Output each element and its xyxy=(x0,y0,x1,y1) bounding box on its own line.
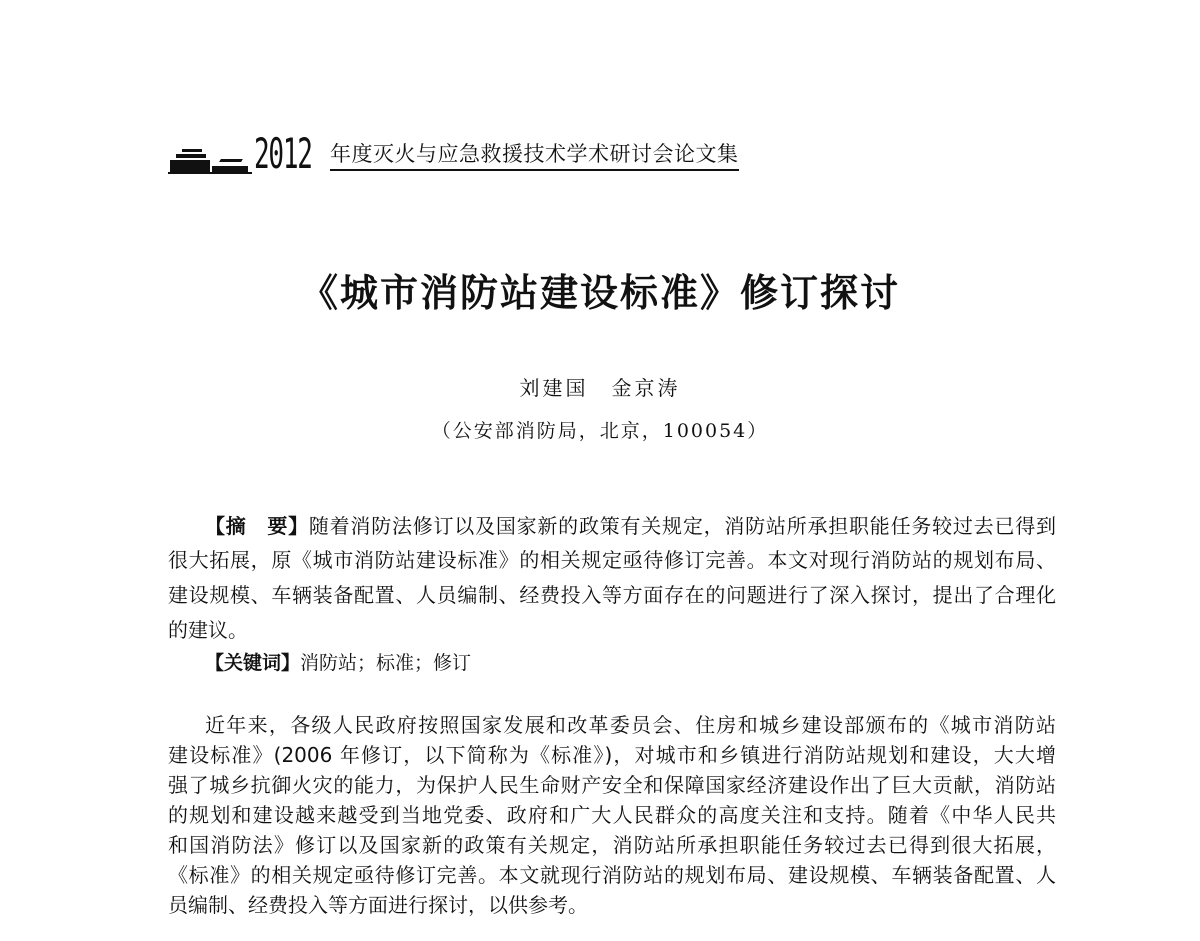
authors: 刘建国 金京涛 xyxy=(519,376,681,400)
running-header xyxy=(168,129,739,178)
body-line: 近年来，各级人民政府按照国家发展和改革委员会、住房和城乡建设部颁布的《城市消防站 xyxy=(205,713,1056,737)
body-line: 员编制、经费投入等方面进行探讨，以供参考。 xyxy=(168,893,588,917)
abstract-line: 的建议。 xyxy=(168,618,248,642)
abstract-line: 建设规模、车辆装备配置、人员编制、经费投入等方面存在的问题进行了深入探讨，提出了合理化 xyxy=(168,583,1056,607)
abstract-line: 【摘 要】随着消防法修订以及国家新的政策有关规定，消防站所承担职能任务较过去已得到 xyxy=(205,514,1056,538)
abstract-line: 很大拓展，原《城市消防站建设标准》的相关规定亟待修订完善。本文对现行消防站的规划布局、 xyxy=(168,548,1056,572)
body-line: 《标准》的相关规定亟待修订完善。本文就现行消防站的规划布局、建设规模、车辆装备配置、人 xyxy=(168,863,1056,887)
body-line: 和国消防法》修订以及国家新的政策有关规定，消防站所承担职能任务较过去已得到很大拓展， xyxy=(168,833,1056,857)
abstract-label: 【摘 要】 xyxy=(205,514,309,538)
body-line: 建设标准》(2006 年修订，以下简称为《标准》)，对城市和乡镇进行消防站规划和建设，大大增 xyxy=(168,743,1056,767)
keywords xyxy=(205,648,471,675)
keywords-label: 【关键词】 xyxy=(205,652,301,674)
affiliation: （公安部消防局，北京，100054） xyxy=(431,420,769,442)
logo-year: 2012 xyxy=(254,129,312,178)
body-line: 强了城乡抗御火灾的能力，为保护人民生命财产安全和保障国家经济建设作出了巨大贡献，消防站 xyxy=(168,773,1056,797)
conference-title: 年度灭火与应急救援技术学术研讨会论文集 xyxy=(330,138,739,171)
conference-logo-icon xyxy=(168,138,252,174)
keywords-value: 消防站；标准；修订 xyxy=(300,652,472,674)
body-line: 的规划和建设越来越受到当地党委、政府和广大人民群众的高度关注和支持。随着《中华人民共 xyxy=(168,803,1056,827)
paper-title: 《城市消防站建设标准》修订探讨 xyxy=(299,270,900,315)
